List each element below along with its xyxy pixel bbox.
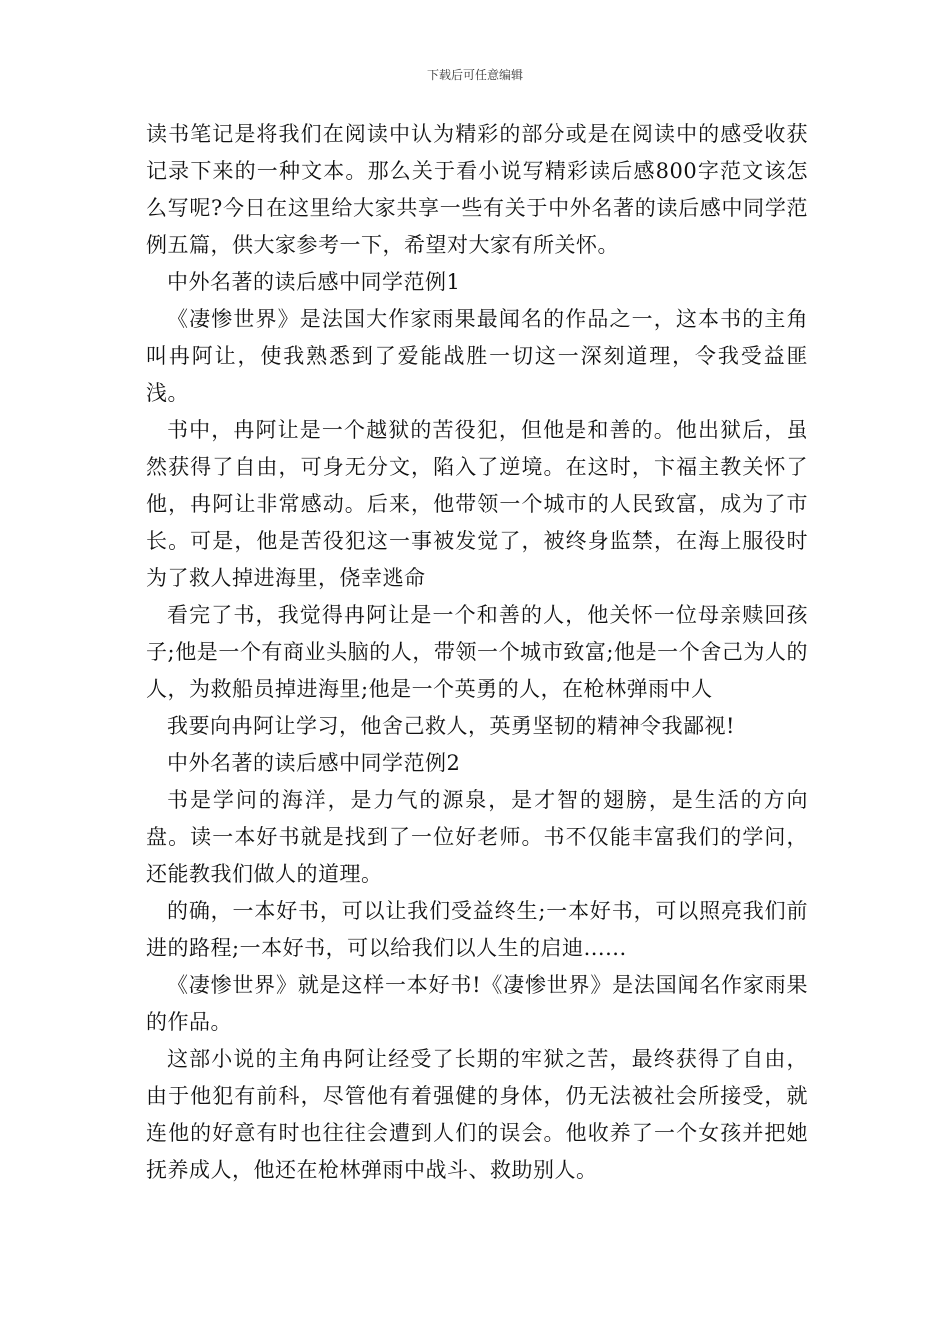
- section-heading-1: 中外名著的读后感中同学范例1: [167, 270, 461, 294]
- intro-paragraph: 读书笔记是将我们在阅读中认为精彩的部分或是在阅读中的感受收获记录下来的一种文本。那么关于看小说写精彩读后感800字范文该怎么写呢?今日在这里给大家共享一些有关于中外名著的读后感中同学范例五篇，供大家参考一下，希望对大家有所关怀。: [146, 122, 808, 257]
- document-body: [146, 116, 808, 1189]
- body-paragraph: 《凄惨世界》就是这样一本好书!《凄惨世界》是法国闻名作家雨果的作品。: [146, 973, 808, 1034]
- body-paragraph: 书中，冉阿让是一个越狱的苦役犯，但他是和善的。他出狱后，虽然获得了自由，可身无分文，陷入了逆境。在这时，卞福主教关怀了他，冉阿让非常感动。后来，他带领一个城市的人民致富，成为了市长。可是，他是苦役犯这一事被发觉了，被终身监禁，在海上服役时为了救人掉进海里，侥幸逃命: [146, 418, 808, 590]
- body-paragraph: 书是学问的海洋，是力气的源泉，是才智的翅膀，是生活的方向盘。读一本好书就是找到了一位好老师。书不仅能丰富我们的学问，还能教我们做人的道理。: [146, 788, 808, 886]
- body-paragraph: 我要向冉阿让学习，他舍己救人，英勇坚韧的精神令我鄙视!: [167, 714, 735, 738]
- body-paragraph: 看完了书，我觉得冉阿让是一个和善的人，他关怀一位母亲赎回孩子;他是一个有商业头脑的人，带领一个城市致富;他是一个舍己为人的人，为救船员掉进海里;他是一个英勇的人，在枪林弹雨中人: [146, 603, 808, 701]
- body-paragraph: 这部小说的主角冉阿让经受了长期的牢狱之苦，最终获得了自由，由于他犯有前科，尽管他有着强健的身体，仍无法被社会所接受，就连他的好意有时也往往会遭到人们的误会。他收养了一个女孩并把她抚养成人，他还在枪林弹雨中战斗、救助别人。: [146, 1047, 808, 1182]
- body-paragraph: 的确，一本好书，可以让我们受益终生;一本好书，可以照亮我们前进的路程;一本好书，可以给我们以人生的启迪......: [146, 899, 808, 960]
- body-paragraph: 《凄惨世界》是法国大作家雨果最闻名的作品之一，这本书的主角叫冉阿让，使我熟悉到了爱能战胜一切这一深刻道理，令我受益匪浅。: [146, 307, 808, 405]
- section-heading-2: 中外名著的读后感中同学范例2: [167, 751, 461, 775]
- page-header: 下载后可任意编辑: [426, 68, 523, 82]
